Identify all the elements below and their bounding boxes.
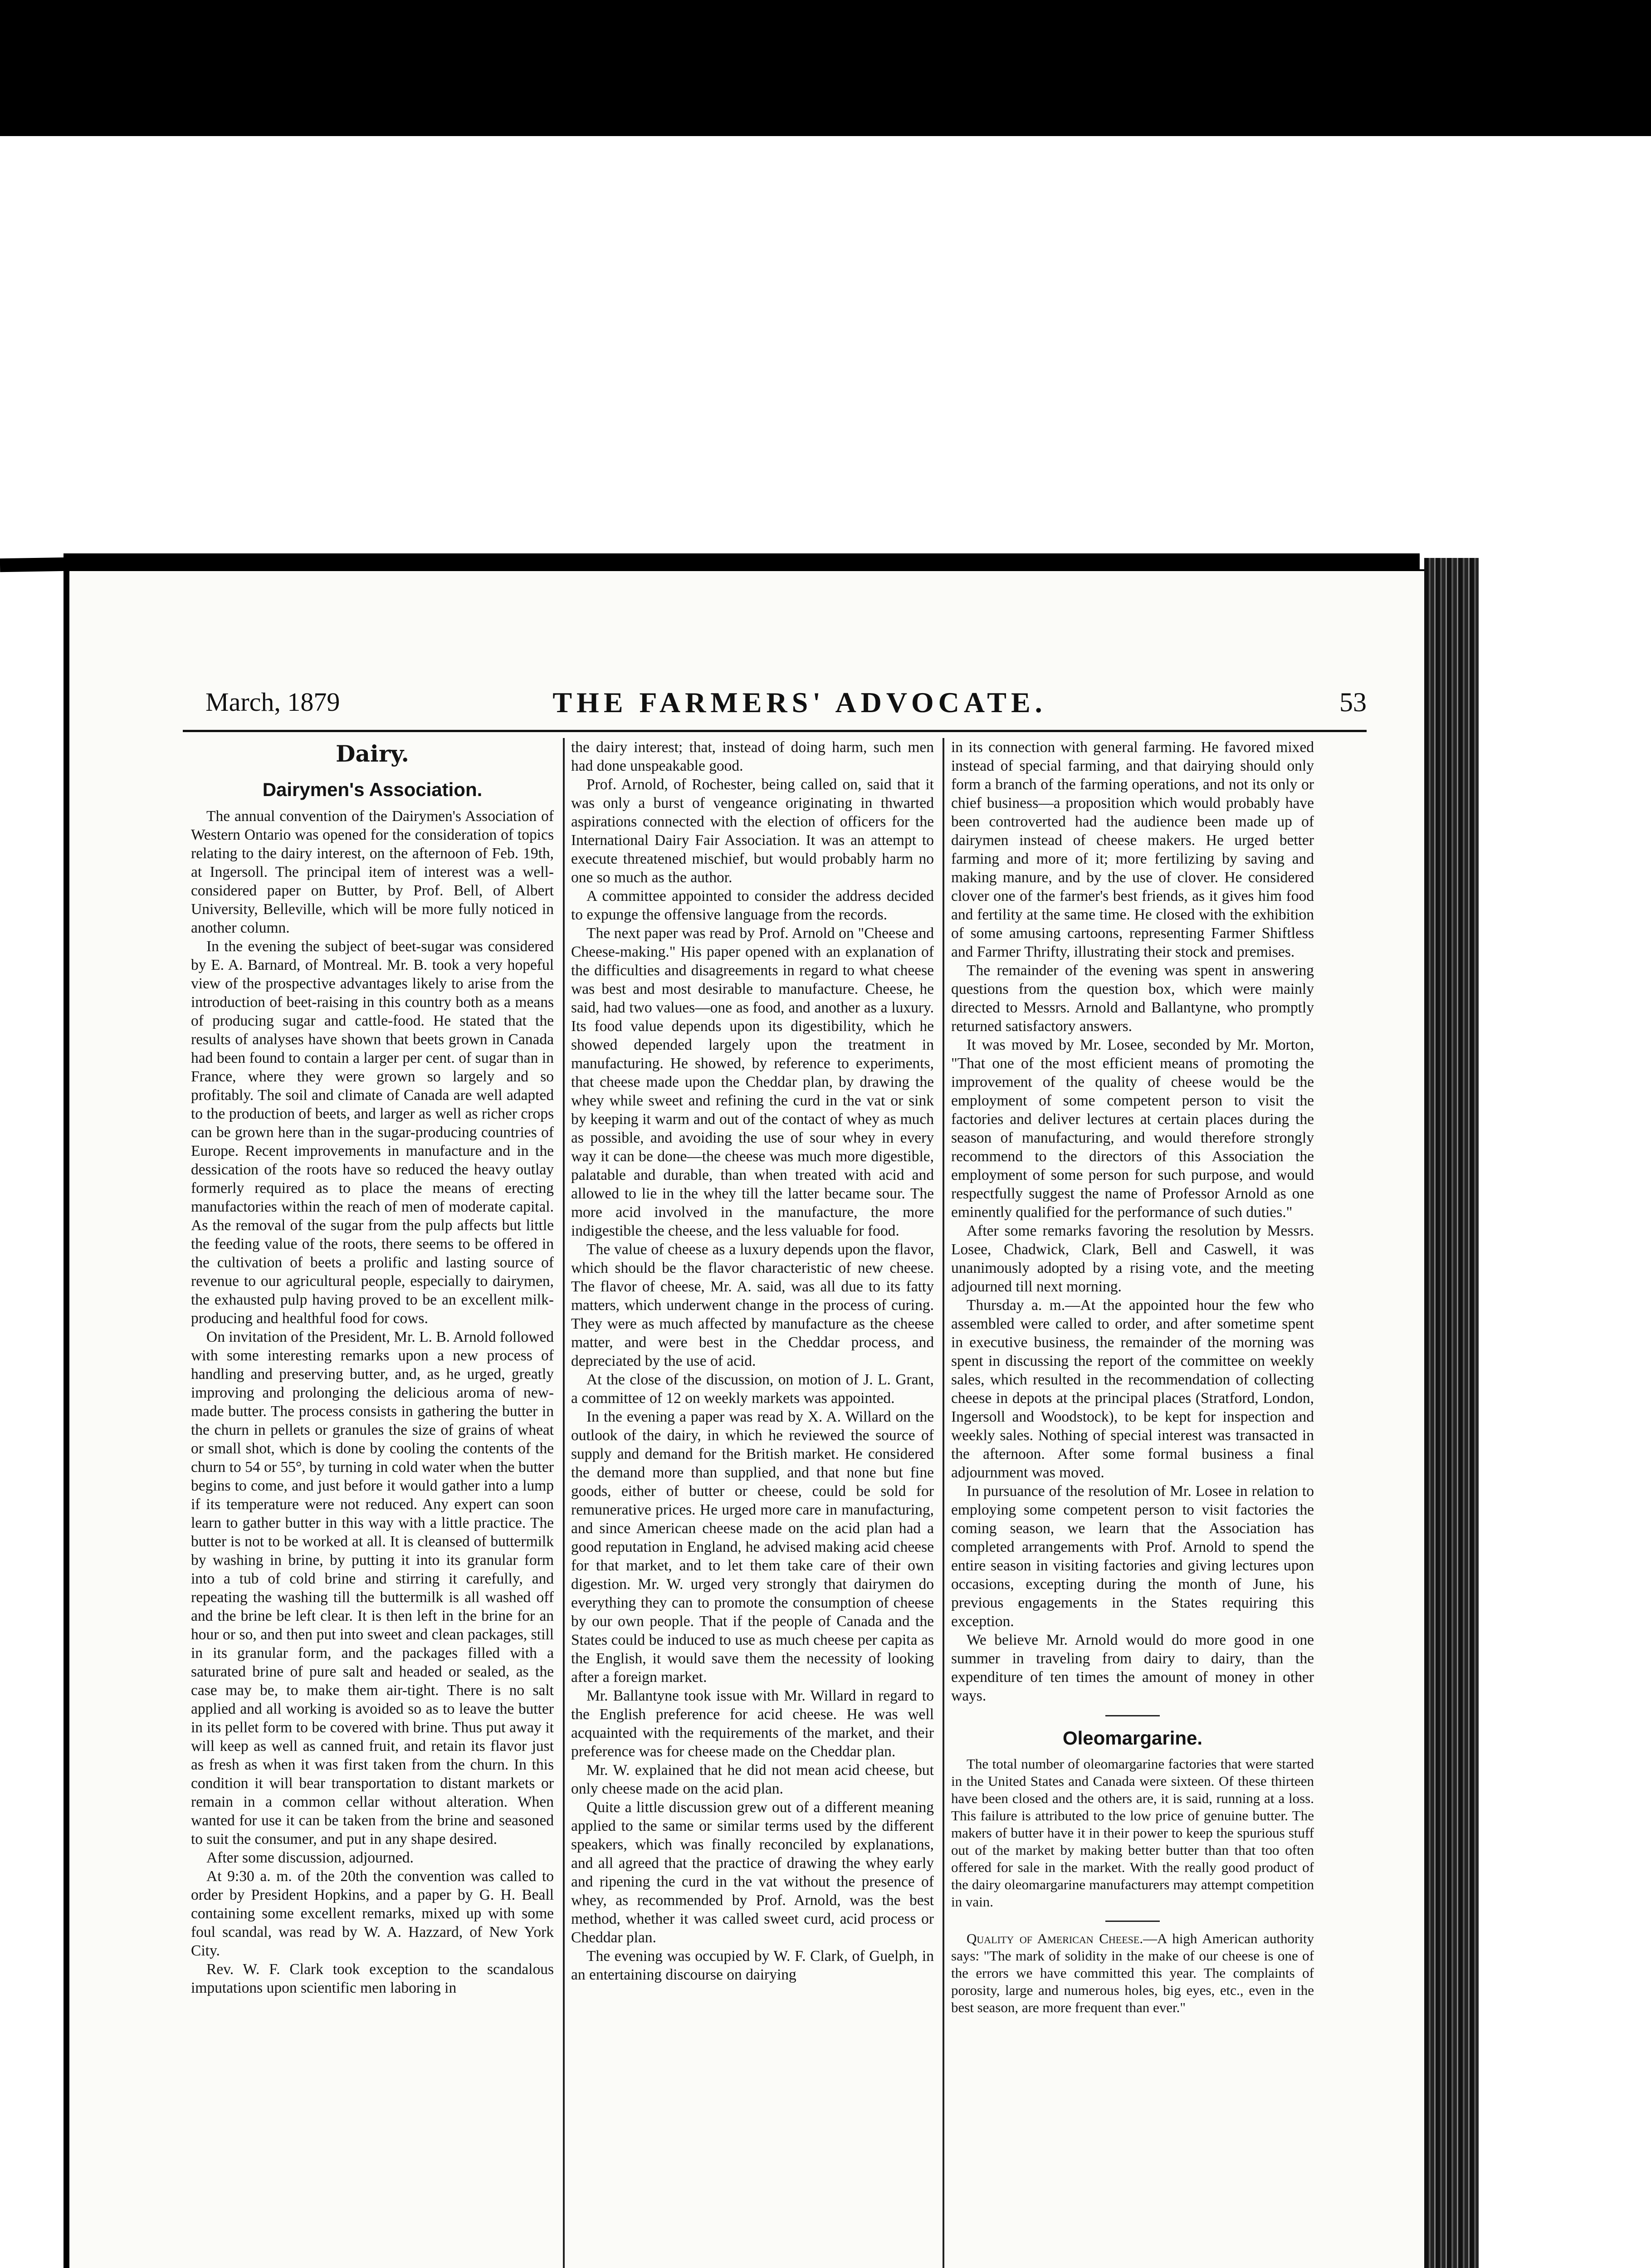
column-3 — [951, 738, 1314, 2268]
paragraph: the dairy interest; that, instead of doing harm, such men had done unspeakable good. — [571, 739, 934, 774]
paragraph: Mr. Ballantyne took issue with Mr. Willard in regard to the English preference for acid cheese. He was well acquainted with the requirements of the market, and their preference was for cheese made on the Cheddar plan. — [571, 1687, 934, 1760]
paragraph: The annual convention of the Dairymen's Association of Western Ontario was opened for the consideration of topics relating to the dairy interest, on the afternoon of Feb. 19th, at Ingersoll. The principal item of interest was a well-considered paper on Butter, by Prof. Bell, of Albert University, Belleville, which will be more fully noticed in another column. — [191, 808, 554, 936]
masthead-title: THE FARMERS' ADVOCATE. — [552, 686, 1047, 719]
page-number: 53 — [1339, 687, 1367, 717]
item-body: —A high American authority says: "The mark of solidity in the make of our cheese is one of the errors we have committed this year. The complaints of porosity, large and numerous holes, big eyes, etc., even in the best season, are more frequent than ever." — [951, 1931, 1314, 2015]
paragraph: A committee appointed to consider the address decided to expunge the offensive language from the records. — [571, 888, 934, 923]
paragraph: In the evening a paper was read by X. A. Willard on the outlook of the dairy, in which he reviewed the source of supply and demand for the British market. He considered the demand more than supplied, and that none but fine goods, either of butter or cheese, could be sold for remunerative prices. He urged more care in manufacturing, and since American cheese made on the acid plan had a good reputation in England, he advised making acid cheese for that market, and to let them take care of their own digestion. Mr. W. urged very strongly that dairymen do everything they can to promote the consumption of cheese by our own people. That if the people of Canada and the States could be induced to use as much cheese per capita as the English, it would save them the necessity of looking after a foreign market. — [571, 1408, 934, 1686]
issue-date: March, 1879 — [205, 687, 340, 717]
paragraph: At the close of the discussion, on motion of J. L. Grant, a committee of 12 on weekly markets was appointed. — [571, 1371, 934, 1407]
paragraph: It was moved by Mr. Losee, seconded by Mr. Morton, "That one of the most efficient means of promoting the improvement of the quality of cheese would be the employment of some competent person to visit the factories and deliver lectures at certain places during the season of manufacturing, and would therefore strongly recommend to the directors of this Association the employment of some person for such purpose, and would respectfully suggest the name of Professor Arnold as one eminently qualified for the performance of such duties." — [951, 1036, 1314, 1221]
article-title: Oleomargarine. — [1062, 1727, 1203, 1749]
paragraph: In the evening the subject of beet-sugar was considered by E. A. Barnard, of Montreal. Mr. B. took a very hopeful view of the prospective advantages likely to arise from the introduction of beet-raising in this country both as a means of producing sugar and cattle-food. He stated that the results of analyses have shown that beets grown in Canada had been found to contain a larger per cent. of sugar than in France, where they were grown so largely and so profitably. The soil and climate of Canada are well adapted to the production of beets, and larger as well as richer crops can be grown here than in the sugar-producing countries of Europe. Recent improvements in manufacture and in the dessication of the roots have so reduced the heavy outlay formerly required as to place the means of erecting manufactories within the reach of men of moderate capital. As the removal of the sugar from the pulp affects but little the feeding value of the roots, there seems to be offered in the cultivation of beets a prolific and lasting source of revenue to our agricultural people, especially to dairymen, the exhausted pulp having proved to be an excellent milk-producing and healthful food for cows. — [191, 938, 554, 1327]
paragraph: At 9:30 a. m. of the 20th the convention was called to order by President Hopkins, and a paper by G. H. Beall containing some excellent remarks, mixed up with some foul scandal, was read by W. A. Hazzard, of New York City. — [191, 1868, 554, 1959]
column-divider — [563, 738, 565, 2268]
paragraph: The next paper was read by Prof. Arnold on "Cheese and Cheese-making." His paper opened with an explanation of the difficulties and disagreements in regard to what cheese was best and most desirable to manufacture. Cheese, he said, had two values—one as food, and another as a luxury. Its food value depends upon its digestibility, which he showed depended largely upon the treatment in manufacturing. He showed, by reference to experiments, that cheese made upon the Cheddar plan, by drawing the whey while sweet and refining the curd in the vat or sink by keeping it warm and out of the contact of whey as much as possible, and avoiding the use of sour whey in every way it can be done—the cheese was much more digestible, palatable and durable, than when treated with acid and allowed to lie in the whey till the latter became sour. The more acid involved in the manufacture, the more indigestible the cheese, and the less valuable for food. — [571, 925, 934, 1239]
header-rule — [183, 730, 1367, 732]
newspaper-page — [66, 569, 1424, 2268]
article-title: Dairymen's Association. — [262, 779, 483, 800]
paragraph — [951, 1930, 1314, 2016]
paragraph: On invitation of the President, Mr. L. B. Arnold followed with some interesting remarks upon a new process of handling and preserving butter, and, as he urged, greatly improving and prolonging the delicious aroma of new-made butter. The process consists in gathering the butter in the churn in pellets or granules the size of grains of wheat or small shot, which is done by cooling the contents of the churn to 54 or 55°, by turning in cold water when the butter begins to come, and just before it would gather into a lump if its temperature were not reduced. Any expert can soon learn to gather butter in this way with a little practice. The butter is not to be worked at all. It is cleansed of buttermilk by washing in brine, by putting it into its granular form into a tub of cold brine and stirring it carefully, and repeating the washing till the buttermilk is all washed off and the brine be left clear. It is then left in the brine for an hour or so, and then put into sweet and clean packages, still in its granular form, and the packages filled with a saturated brine of pure salt and headed or sealed, as the case may be, to make them air-tight. There is no salt applied and all working is avoided so as to leave the butter in its pellet form to be covered with brine. Thus put away it will keep as well as canned fruit, and retain its flavor just as fresh as when it was first taken from the churn. In this condition it will bear transportation to distant markets or remain in a common cellar without alteration. When wanted for use it can be taken from the brine and seasoned to suit the consumer, and put in any shape desired. — [191, 1329, 554, 1848]
paragraph: The remainder of the evening was spent in answering questions from the question box, which were mainly directed to Messrs. Arnold and Ballantyne, who promptly returned satisfactory answers. — [951, 962, 1314, 1035]
page-header — [205, 687, 1367, 728]
paragraph: Quite a little discussion grew out of a different meaning applied to the same or similar terms used by the different speakers, which was finally reconciled by explanations, and all agreed that the practice of drawing the whey early and ripening the curd in the vat without the presence of whey, as recommended by Prof. Arnold, was the best method, whether it was called sweet curd, acid process or Cheddar plan. — [571, 1799, 934, 1946]
paragraph: The total number of oleomargarine factories that were started in the United States and Canada were sixteen. Of these thirteen have been closed and the others are, it is said, running at a loss. This failure is attributed to the low price of genuine butter. The makers of butter have it in their power to keep the spurious stuff out of the market by making better butter than that too often offered for sale in the market. With the really good product of the dairy oleomargarine manufacturers may attempt competition in vain. — [951, 1756, 1314, 1910]
paragraph: Thursday a. m.—At the appointed hour the few who assembled were called to order, and after sometime spent in executive business, the remainder of the morning was spent in discussing the report of the committee on weekly sales, which resulted in the recommendation of collecting cheese in depots at the principal places (Stratford, London, Ingersoll and Woodstock), to be kept for inspection and weekly sales. Nothing of special interest was transacted in the afternoon. After some formal business a final adjournment was moved. — [951, 1297, 1314, 1481]
paragraph: in its connection with general farming. He favored mixed instead of special farming, and that dairying should only form a branch of the farming operations, and not its only or chief business—a proposition which would probably have been controverted had the audience been made up of dairymen instead of cheese makers. He urged better farming and more of it; more fertilizing by saving and making manure, and by the use of clover. He considered clover one of the farmer's best friends, as it gives him food and fertility at the same time. He closed with the exhibition of some amusing cartoons, representing Farmer Shiftless and Farmer Thrifty, illustrating their stock and premises. — [951, 739, 1314, 960]
facing-page-edge — [0, 557, 68, 572]
scan-background-top — [0, 136, 1651, 553]
paragraph: Mr. W. explained that he did not mean acid cheese, but only cheese made on the acid plan. — [571, 1762, 934, 1797]
paragraph: Rev. W. F. Clark took exception to the scandalous imputations upon scientific men laboring in — [191, 1961, 554, 1996]
item-lead: Quality of American Cheese. — [967, 1931, 1143, 1946]
book-page-edges — [1424, 558, 1479, 2268]
column-1 — [191, 738, 554, 2268]
paragraph: After some discussion, adjourned. — [206, 1849, 414, 1866]
paragraph: We believe Mr. Arnold would do more good in one summer in traveling from dairy to dairy, than the expenditure of ten times the amount of money in other ways. — [951, 1632, 1314, 1704]
article-separator — [1105, 1715, 1160, 1716]
article-separator — [1105, 1921, 1160, 1922]
microfilm-border-top — [0, 0, 1651, 136]
column-2 — [571, 738, 934, 2268]
column-divider — [943, 738, 944, 2268]
paragraph: Prof. Arnold, of Rochester, being called on, said that it was only a burst of vengeance originating in thwarted aspirations connected with the election of officers for the International Dairy Fair Association. It was an attempt to execute threatened mischief, but would probably harm no one so much as the author. — [571, 776, 934, 886]
paragraph: After some remarks favoring the resolution by Messrs. Losee, Chadwick, Clark, Bell and Caswell, it was unanimously adopted by a rising vote, and the meeting adjourned till next morning. — [951, 1222, 1314, 1295]
scan-background-left — [0, 544, 64, 2268]
paragraph: In pursuance of the resolution of Mr. Losee in relation to employing some competent person to visit factories the coming season, we learn that the Association has completed arrangements with Prof. Arnold to spend the entire season in visiting factories and giving lectures upon occasions, excepting during the month of June, his previous engagements in the States requiring this exception. — [951, 1483, 1314, 1630]
paragraph: The evening was occupied by W. F. Clark, of Guelph, in an entertaining discourse on dairying — [571, 1948, 934, 1983]
paragraph: The value of cheese as a luxury depends upon the flavor, which should be the flavor characteristic of new cheese. The flavor of cheese, Mr. A. said, was all due to its fatty matters, which underwent change in the process of curing. They were as much affected by manufacture as the cheese matter, and were best in the Cheddar process, and depreciated by the use of acid. — [571, 1241, 934, 1369]
section-heading: Dairy. — [336, 740, 409, 767]
